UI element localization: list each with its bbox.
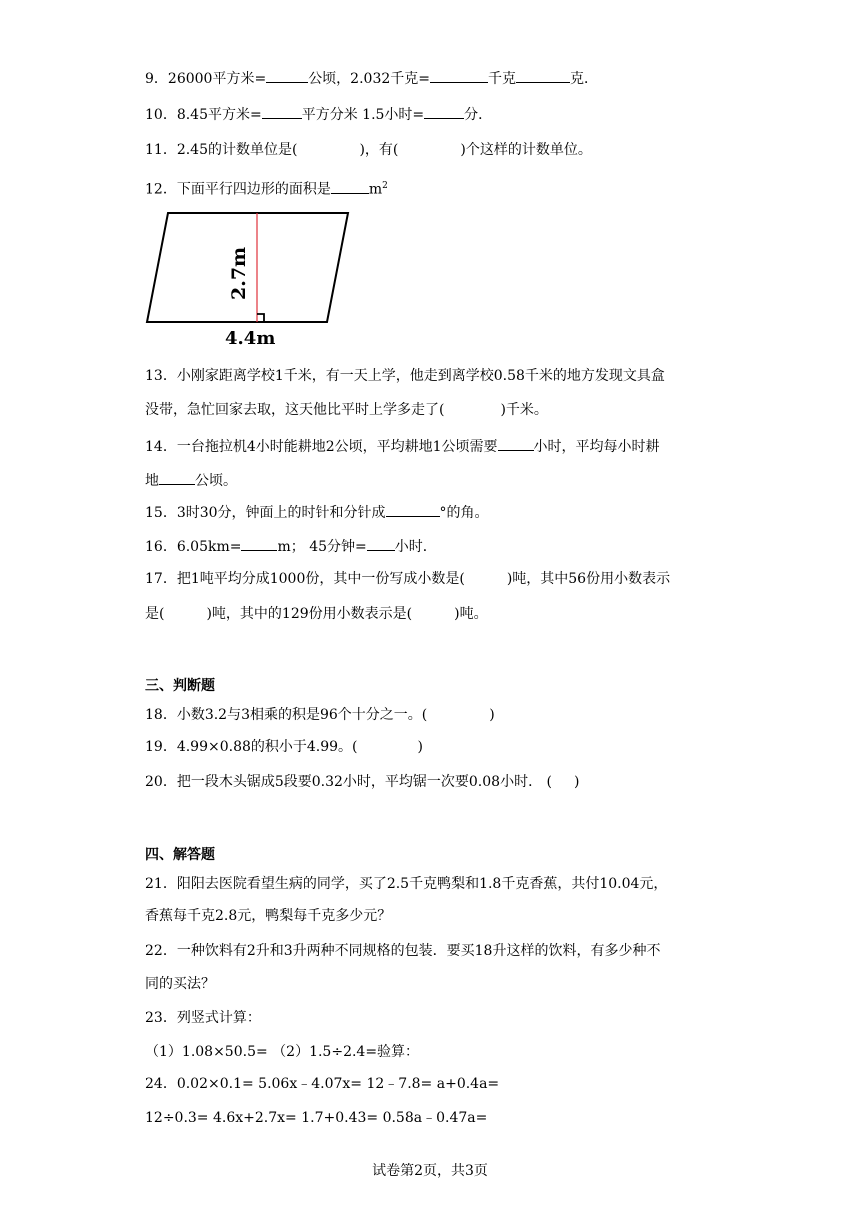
answer-blank[interactable] [262,104,302,119]
question-17-line-2: 是( )吨，其中的129份用小数表示是( )吨。 [145,606,488,622]
answer-blank[interactable] [241,536,277,551]
question-17-line-1: 17．把1吨平均分成1000份，其中一份写成小数是( )吨，其中56份用小数表示 [145,571,671,587]
section-heading-solution: 四、解答题 [145,847,215,863]
answer-blank[interactable] [424,104,464,119]
question-21-line-2: 香蕉每千克2.8元，鸭梨每千克多少元？ [145,908,392,924]
question-18: 18．小数3.2与3相乘的积是96个十分之一。( ) [145,707,495,723]
question-9: 9．26000平方米= 公顷，2.032千克= 千克 克． [145,68,598,89]
answer-blank[interactable] [367,536,395,551]
base-label: 4.4m [225,328,276,349]
question-14-line-2: 地 公顷。 [145,470,237,491]
question-20: 20．把一段木头锯成5段要0.32小时，平均锯一次要0.08小时． ( ) [145,774,580,790]
question-16: 16．6.05km= m； 45分钟= 小时． [145,536,437,557]
question-22-line-1: 22．一种饮料有2升和3升两种不同规格的包装．要买18升这样的饮料，有多少种不 [145,943,661,959]
section-heading-judgment: 三、判断题 [145,678,215,694]
answer-blank[interactable] [386,502,440,517]
question-13-line-2: 没带，急忙回家去取，这天他比平时上学多走了( )千米。 [145,402,548,418]
answer-blank[interactable] [266,68,308,83]
answer-blank[interactable] [516,68,570,83]
question-21-line-1: 21．阳阳去医院看望生病的同学，买了2.5千克鸭梨和1.8千克香蕉，共付10.04元， [145,876,668,892]
question-15: 15．3时30分，钟面上的时针和分针成 °的角。 [145,502,489,523]
question-11: 11．2.45的计数单位是( )，有( )个这样的计数单位。 [145,142,592,158]
question-19: 19．4.99×0.88的积小于4.99。( ) [145,739,423,755]
right-angle-mark [257,314,264,322]
question-23-line-2: （1）1.08×50.5= （2）1.5÷2.4=验算： [145,1044,420,1060]
question-22-line-2: 同的买法？ [145,976,215,992]
height-label: 2.7m [228,246,250,300]
answer-blank[interactable] [331,179,369,194]
parallelogram-figure [140,205,360,350]
answer-blank[interactable] [498,436,534,451]
question-12: 12．下面平行四边形的面积是 $m^2$ [145,176,388,200]
answer-blank[interactable] [159,470,195,485]
question-13-line-1: 13．小刚家距离学校1千米，有一天上学，他走到离学校0.58千米的地方发现文具盒 [145,368,665,384]
question-23-line-1: 23．列竖式计算： [145,1010,261,1026]
answer-blank[interactable] [430,68,488,83]
question-24-line-2: 12÷0.3= 4.6x+2.7x= 1.7+0.43= 0.58a﹣0.47a= [145,1110,488,1126]
question-10: 10．8.45平方米= 平方分米 1.5小时= 分． [145,104,492,125]
question-24-line-1: 24．0.02×0.1= 5.06x﹣4.07x= 12﹣7.8= a+0.4a= [145,1076,500,1092]
page-footer: 试卷第2页，共3页 [372,1163,488,1179]
question-14-line-1: 14．一台拖拉机4小时能耕地2公顷，平均耕地1公顷需要 小时，平均每小时耕 [145,436,660,457]
